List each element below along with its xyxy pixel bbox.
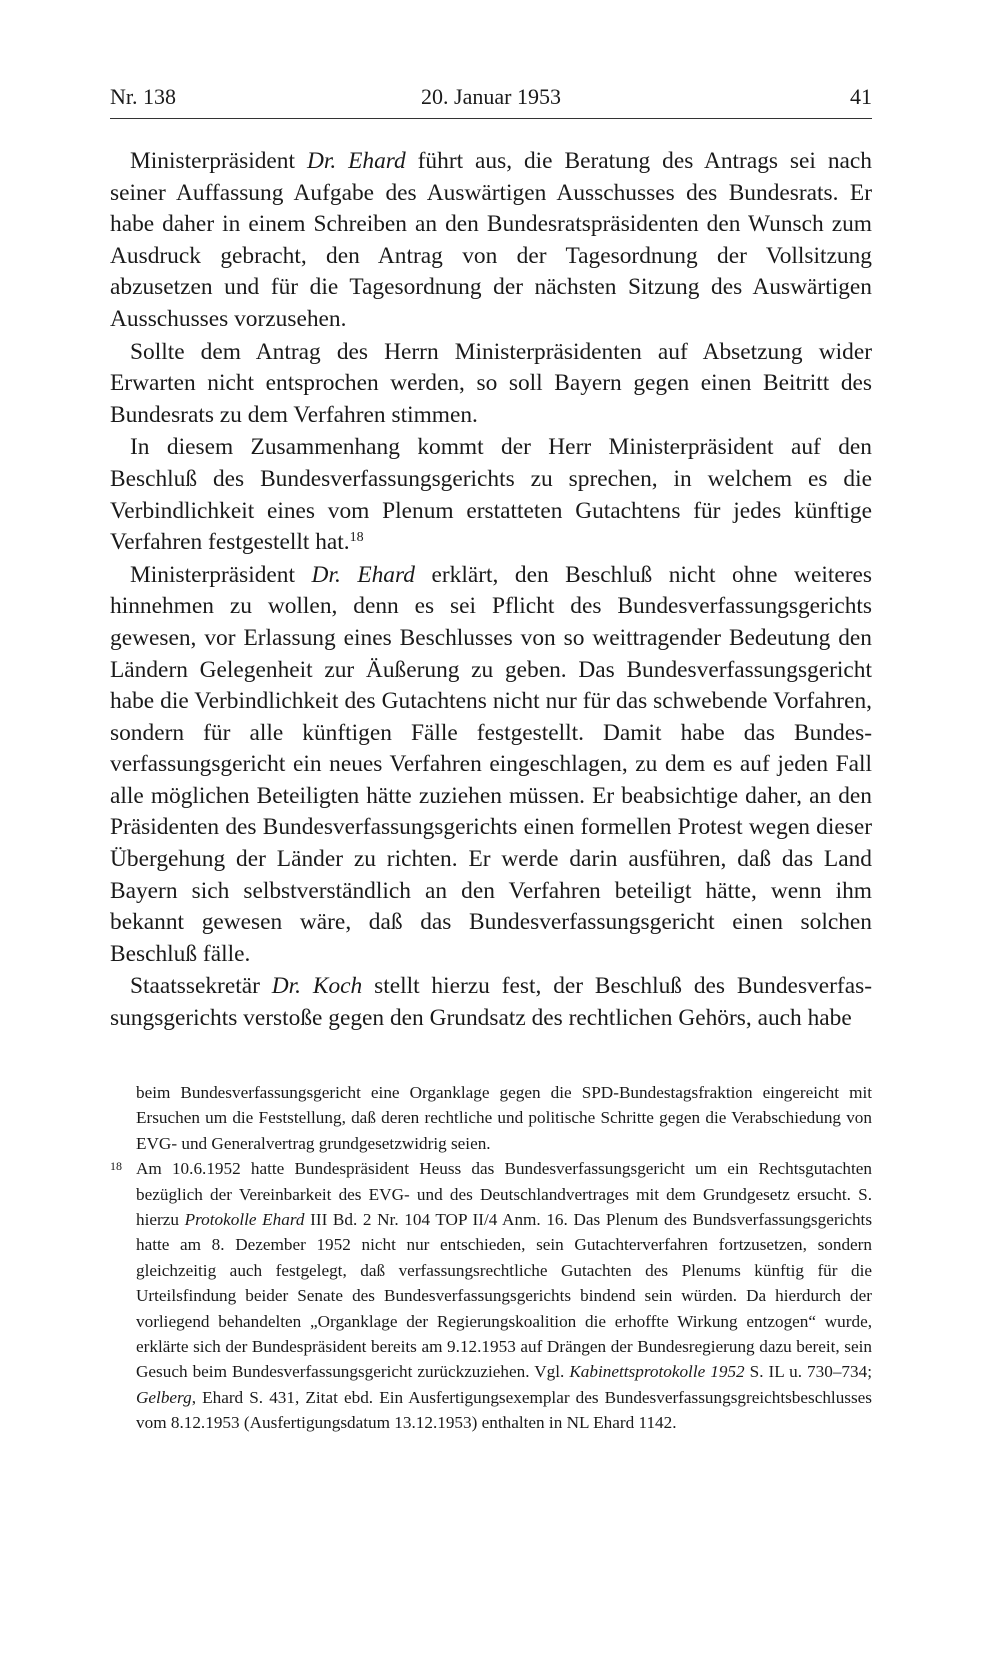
speaker-name: Dr. Ehard bbox=[306, 148, 406, 174]
paragraph-1: Ministerpräsident Dr. Ehard führt aus, die Beratung des Antrags sei nach seiner Auffassung Aufgabe des Auswärtigen Ausschusses des Bundesrats. Er habe daher in einem Schreiben an den Bundesratspräsidenten den Wunsch zum Ausdruck gebracht, den Antrag von der Tagesordnung der Vollsitzung abzusetzen und für die Tagesordnung der nächsten Sitzung des Auswärtigen Ausschusses vorzusehen. bbox=[110, 148, 872, 332]
footnotes bbox=[110, 1080, 872, 1436]
speaker-name: Dr. Ehard bbox=[311, 561, 415, 588]
paragraph-2: Sollte dem Antrag des Herrn Ministerpräsidenten auf Absetzung wider Erwarten nicht entsprochen werden, so soll Bayern gegen einen Beitritt des Bundesrats zu dem Verfahren stimmen. bbox=[110, 338, 872, 428]
footnote-continuation: beim Bundesverfassungsgericht eine Organklage gegen die SPD-Bundestagsfraktion eingereicht mit Ersuchen um die Feststellung, daß deren rechtliche und politische Schritte gegen die Verabschiedung von EVG- und Generalvertrag grundgesetzwidrig seien. bbox=[136, 1083, 872, 1153]
body-text bbox=[110, 146, 872, 1036]
footnote-18: 18 Am 10.6.1952 hatte Bundespräsident Heuss das Bundesverfassungsgericht um ein Rechtsgutachten bezüglich der Vereinbarkeit des EVG- und des Deutschlandvertrages mit dem Grundgesetz ersucht. S. hierzu Protokolle Ehard III Bd. 2 Nr. 104 TOP II/4 Anm. 16. Das Plenum des Bundsverfassungsgerichts hatte am 8. Dezember 1952 nicht nur entschieden, sein Gutachterverfahren fortzusetzen, sondern gleichzeitig auch festgelegt, daß verfassungsrechtliche Gutachten des Plenums künftig für die Urteilsfindung beider Senate des Bundesverfassungsgerichts bindend sein würden. Da hierdurch der vorliegend behandelten „Organklage der Regierungskoalition die erhoffte Wirkung entzogen“ wurde, erklärte sich der Bundespräsident bereits am 9.12.1953 auf Drängen der Bundesregierung dazu bereit, sein Gesuch beim Bundesverfassungsgericht zurückzuziehen. Vgl. Kabinettsprotokolle 1952 S. IL u. 730–734; Gelberg, Ehard S. 431, Zitat ebd. Ein Ausfertigungsexemplar des Bundesverfassungsgreichtsbeschlusses vom 8.12.1953 (Ausfertigungsdatum 13.12.1953) enthalten in NL Ehard 1142. bbox=[136, 1156, 872, 1435]
footnote-number: 18 bbox=[110, 1159, 122, 1174]
header-page-number: 41 bbox=[850, 84, 872, 109]
footnote-reference[interactable]: 18 bbox=[349, 530, 364, 546]
running-head bbox=[110, 82, 872, 119]
paragraph-5: Staatssekretär Dr. Koch stellt hierzu fest, der Beschluß des Bundesverfassungsgerichts verstoße gegen den Grundsatz des rechtlichen Gehörs, auch habe bbox=[110, 973, 872, 1032]
paragraph-3: In diesem Zusammenhang kommt der Herr Ministerpräsident auf den Beschluß des Bundesverfassungsgerichts zu sprechen, in welchem es die Verbindlichkeit eines vom Plenum erstatteten Gutachtens für jedes künftige Verfahren festgestellt hat.$^{18}$ bbox=[110, 434, 872, 556]
speaker-name: Dr. Koch bbox=[271, 973, 363, 1000]
header-document-number: Nr. 138 bbox=[110, 84, 176, 109]
header-date: 20. Januar 1953 bbox=[421, 84, 561, 109]
paragraph-4: Ministerpräsident Dr. Ehard erklärt, den Beschluß nicht ohne weiteres hinnehmen zu wollen, denn es sei Pflicht des Bundesverfassungsgerichts gewesen, vor Erlassung eines Beschlusses von so weittragender Bedeutung den Ländern Gelegenheit zur Äußerung zu geben. Das Bundesverfassungsgericht habe die Verbindlichkeit des Gutachtens nicht nur für das schwebende Vorfahren, sondern für alle künftigen Fälle festgestellt. Damit habe das Bundesverfassungsgericht ein neues Verfahren eingeschlagen, zu dem es auf jeden Fall alle möglichen Beteiligten hätte zuziehen müssen. Er beabsichtige daher, an den Präsidenten des Bundesverfassungsgerichts einen formellen Protest wegen dieser Übergehung der Länder zu richten. Er werde darin ausführen, daß das Land Bayern sich selbstverständlich an den Verfahren beteiligt hätte, wenn ihm bekannt gewesen wäre, daß das Bundesverfassungsgericht einen solchen Beschluß fälle. bbox=[110, 561, 872, 967]
